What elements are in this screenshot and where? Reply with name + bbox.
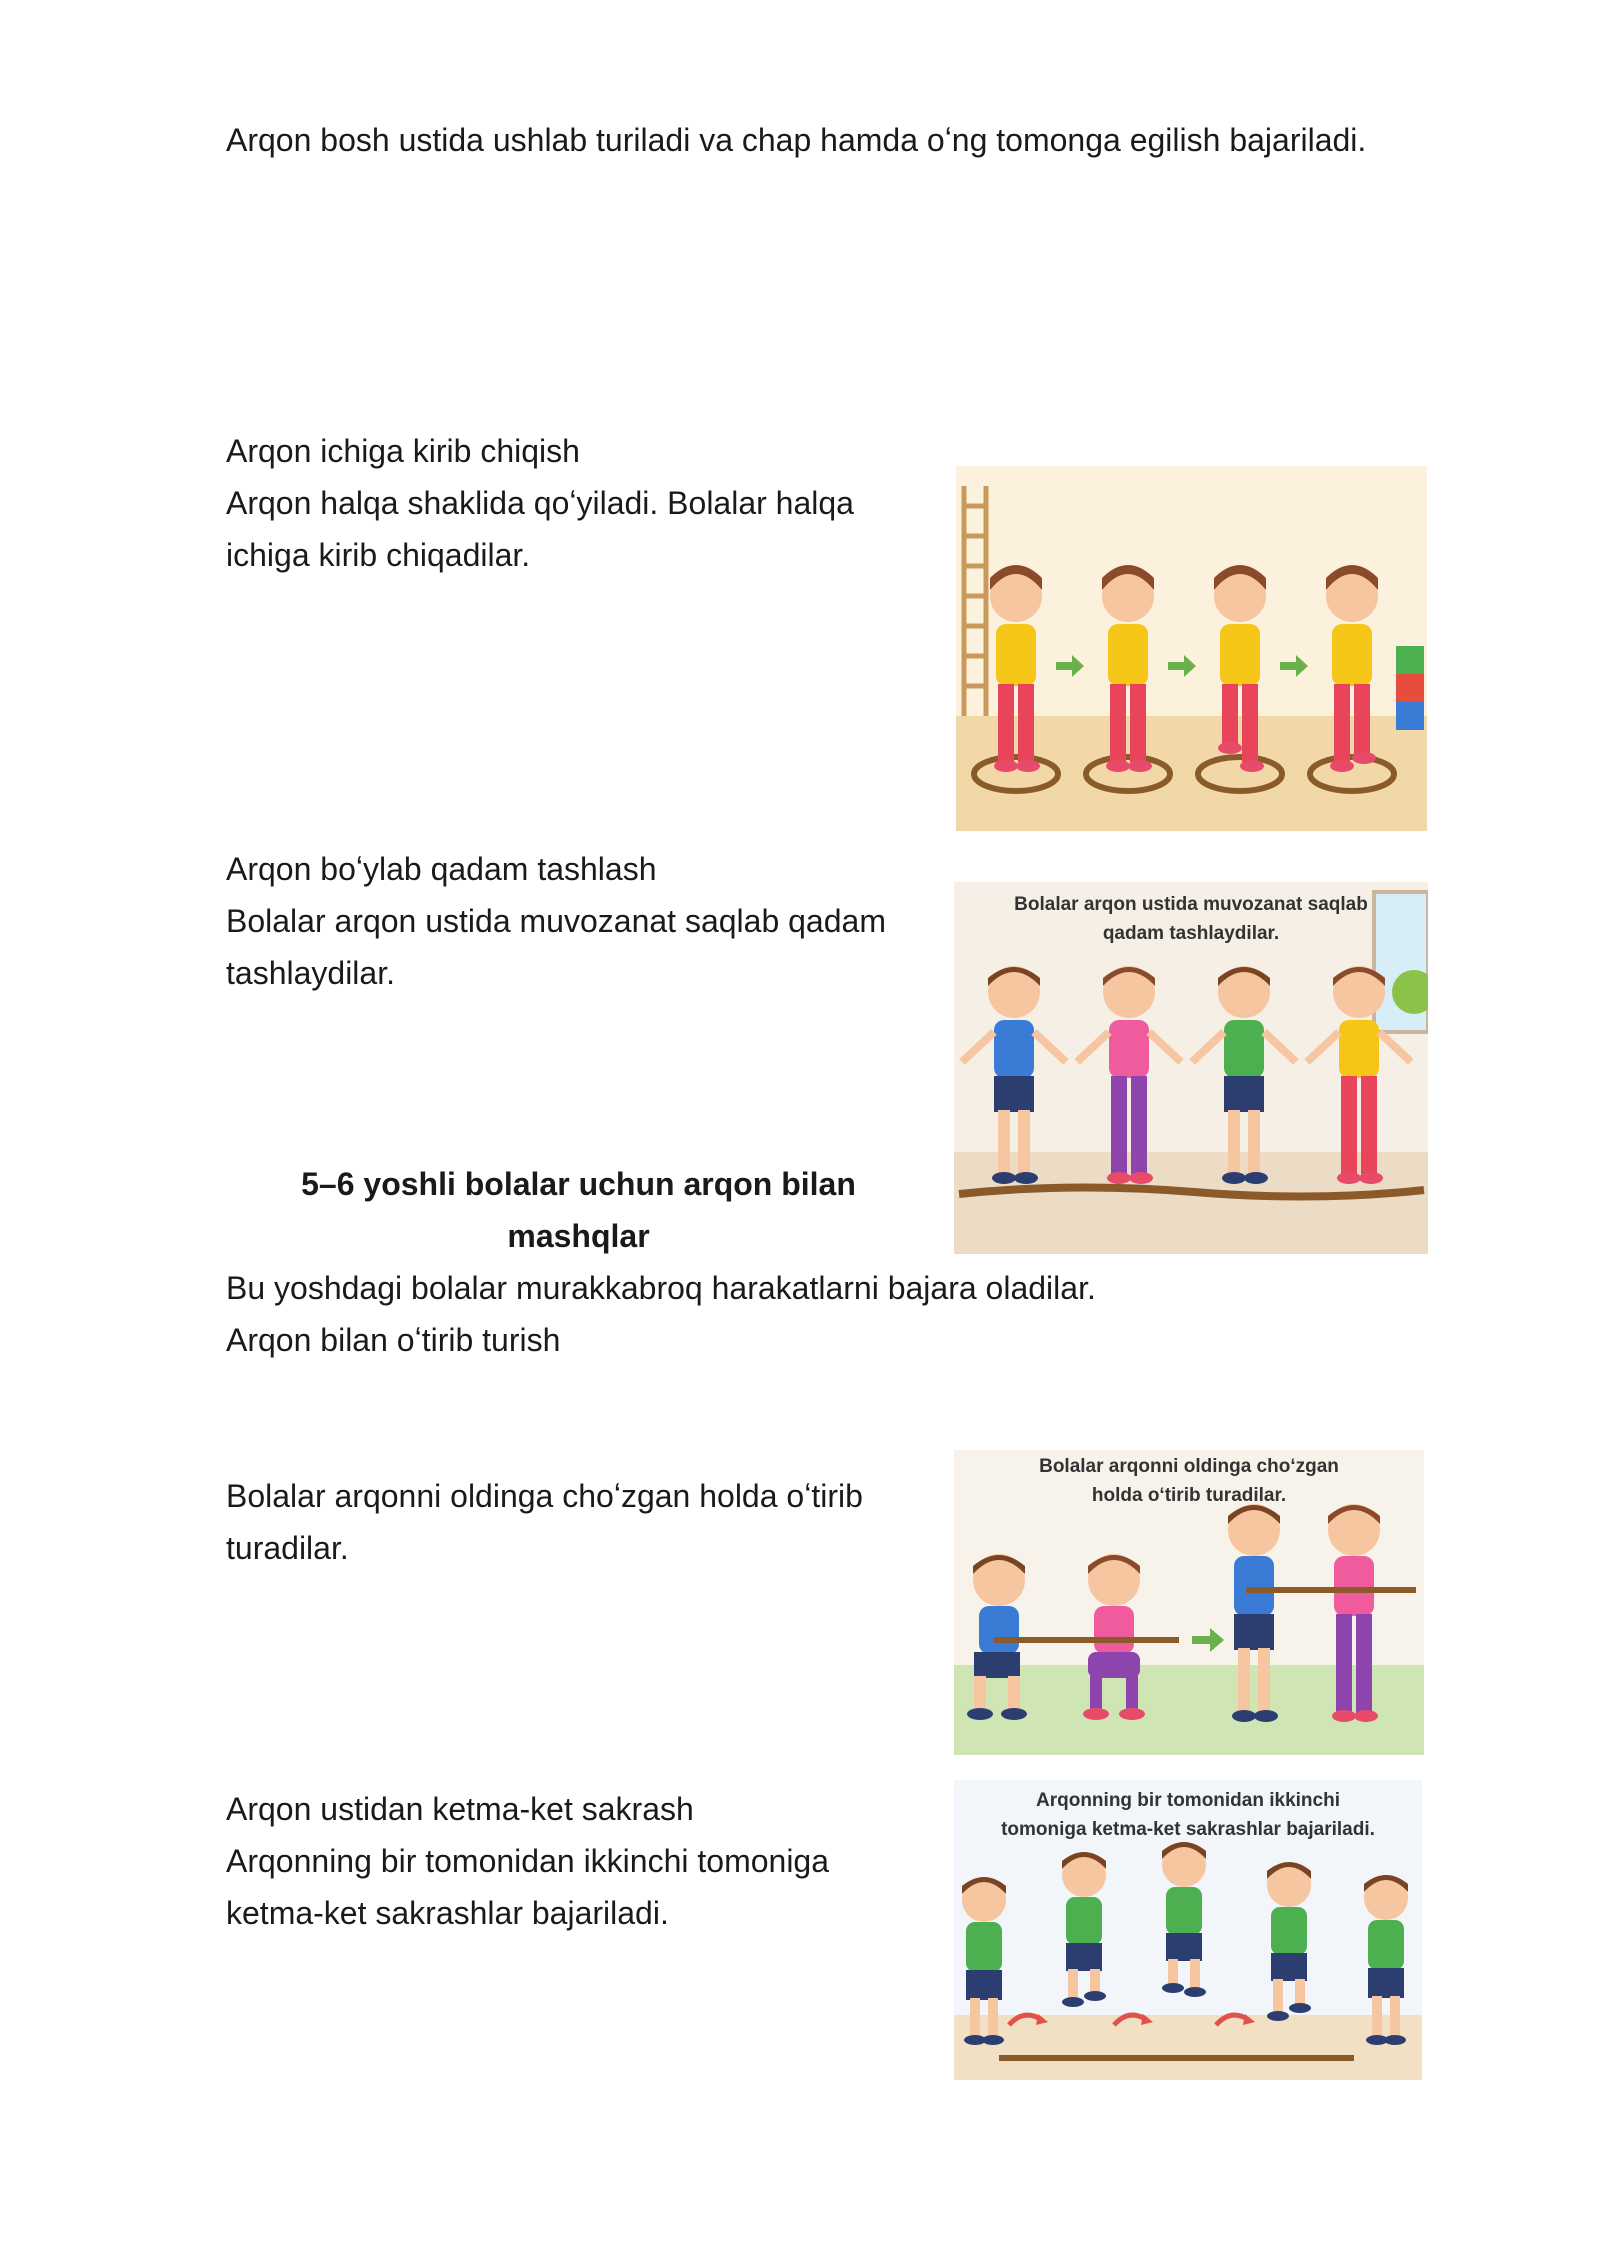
section-heading-line: 5–6 yoshli bolalar uchun arqon bilan [301,1166,856,1202]
section-body-line: turadilar. [226,1530,349,1566]
illustration-squat-with-rope [954,1450,1424,1755]
section-heading-line: mashqlar [507,1218,650,1254]
illustration-balance-walk [954,882,1428,1254]
section-body-line: Arqonning bir tomonidan ikkinchi tomoniga [226,1843,830,1879]
section-title-rope-jump: Arqon ustidan ketma-ket sakrash [226,1791,694,1827]
section-subtitle: Arqon bilan oʻtirib turish [226,1322,561,1358]
section-body-line: Bolalar arqon ustida muvozanat saqlab qadam [226,903,886,939]
section-body-line: Arqon halqa shaklida qoʻyiladi. Bolalar halqa [226,485,854,521]
section-heading [226,1158,931,1262]
section-title-rope-walk: Arqon boʻylab qadam tashlash [226,851,657,887]
intro-text: Arqon bosh ustida ushlab turiladi va chap hamda oʻng tomonga egilish bajariladi. [226,122,1367,158]
section-body-line: ketma-ket sakrashlar bajariladi. [226,1895,669,1931]
section-title-rope-ring: Arqon ichiga kirib chiqish [226,433,580,469]
section-body-line: tashlaydilar. [226,955,395,991]
section-body-line: ichiga kirib chiqadilar. [226,537,531,573]
illustration-caption: Arqonning bir tomonidan ikkinchi tomoniga ketma-ket sakrashlar bajariladi. [1001,1790,1375,1840]
illustration-rope-jumping [954,1780,1422,2080]
section-intro: Bu yoshdagi bolalar murakkabroq harakatlarni bajara oladilar. [226,1270,1096,1306]
section-body-line: Bolalar arqonni oldinga choʻzgan holda oʻtirib [226,1478,863,1514]
illustration-caption: Bolalar arqon ustida muvozanat saqlab qadam tashlaydilar. [1014,894,1368,944]
illustration-caption: Bolalar arqonni oldinga choʻzgan holda oʻtirib turadilar. [1039,1456,1339,1506]
illustration-rope-rings [956,466,1427,831]
